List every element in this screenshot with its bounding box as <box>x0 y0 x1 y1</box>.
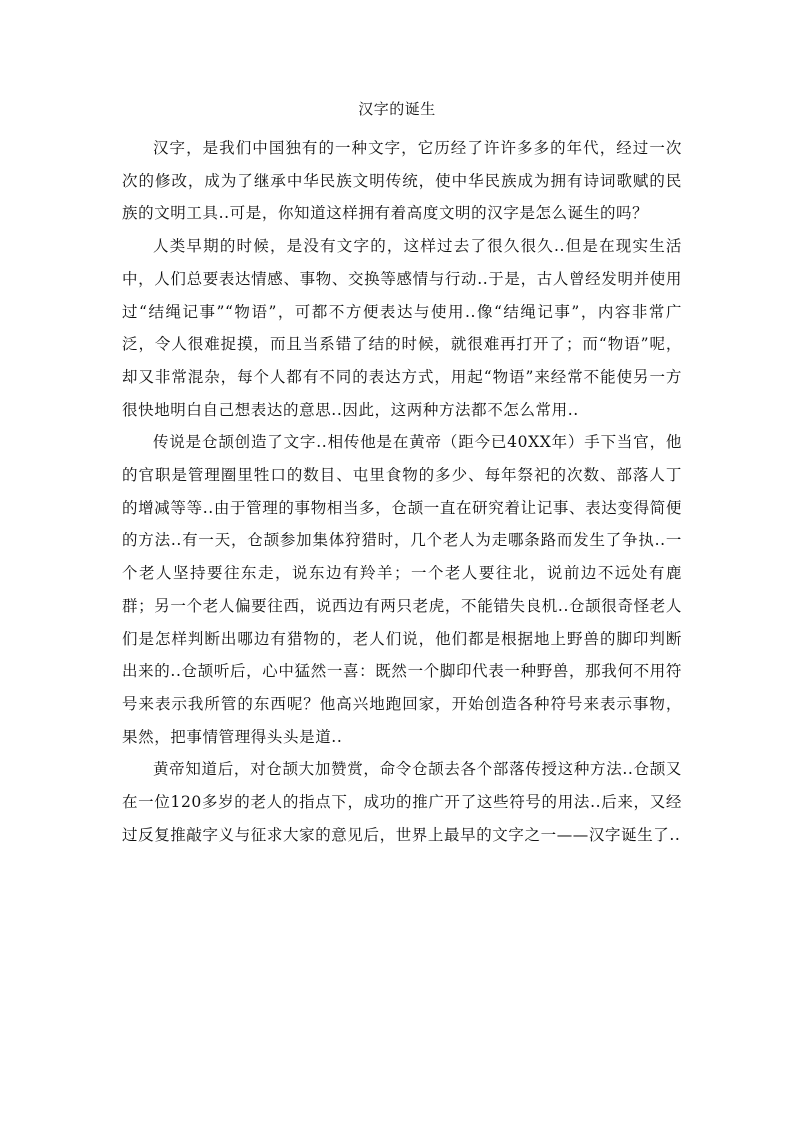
paragraph-conclusion: 黄帝知道后，对仓颉大加赞赏，命令仓颉去各个部落传授这种方法..仓颉又在一位120多岁的老人的指点下，成功的推广开了这些符号的用法..后来，又经过反复推敲字义与征求大家的意见后，世界上最早的文字之一——汉字诞生了.. <box>122 760 682 844</box>
paragraph-cangjie-legend: 传说是仓颉创造了文字..相传他是在黄帝（距今已40XX年）手下当官，他的官职是管理圈里牲口的数目、屯里食物的多少、每年祭祀的次数、部落人丁的增减等等..由于管理的事物相当多，仓颉一直在研究着让记事、表达变得简便的方法..有一天，仓颉参加集体狩猎时，几个老人为走哪条路而发生了争执..一个老人坚持要往东走，说东边有羚羊；一个老人要往北，说前边不远处有鹿群；另一个老人偏要往西，说西边有两只老虎，不能错失良机..仓颉很奇怪老人们是怎样判断出哪边有猎物的，老人们说，他们都是根据地上野兽的脚印判断出来的..仓颉听后，心中猛然一喜：既然一个脚印代表一种野兽，那我何不用符号来表示我所管的东西呢？他高兴地跑回家，开始创造各种符号来表示事物，果然，把事情管理得头头是道.. <box>122 433 682 746</box>
document-body <box>122 132 682 851</box>
document-title: 汉字的诞生 <box>358 100 436 118</box>
paragraph-early-humans: 人类早期的时候，是没有文字的，这样过去了很久很久..但是在现实生活中，人们总要表达情感、事物、交换等感情与行动..于是，古人曾经发明并使用过“结绳记事”“物语”，可都不方便表达与使用..像“结绳记事”，内容非常广泛，令人很难捉摸，而且当系错了结的时候，就很难再打开了；而“物语”呢，却又非常混杂，每个人都有不同的表达方式，用起“物语”来经常不能使另一方很快地明白自己想表达的意思..因此，这两种方法都不怎么常用.. <box>122 237 682 419</box>
paragraph-intro: 汉字，是我们中国独有的一种文字，它历经了许许多多的年代，经过一次次的修改，成为了继承中华民族文明传统，使中华民族成为拥有诗词歌赋的民族的文明工具..可是，你知道这样拥有着高度文明的汉字是怎么诞生的吗？ <box>122 139 682 223</box>
